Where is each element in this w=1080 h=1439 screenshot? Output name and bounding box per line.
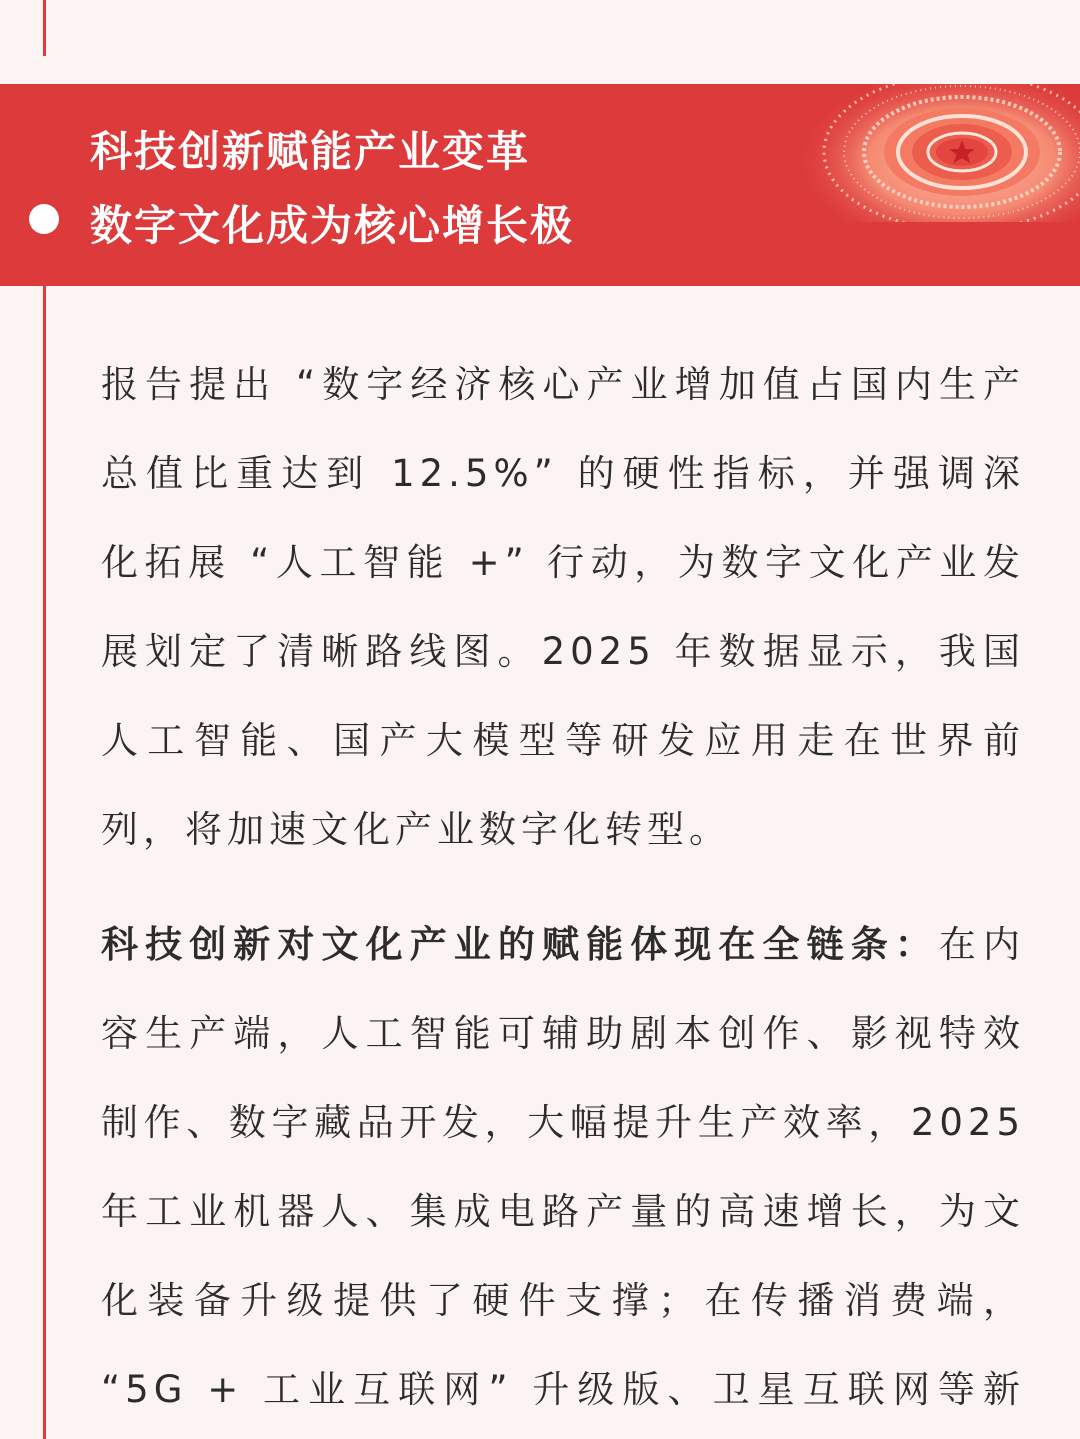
paragraph-1 xyxy=(101,340,1025,874)
section-title-line2: 数字文化成为核心增长极 xyxy=(90,201,575,250)
paragraph-line: 展划定了清晰路线图。2025 年数据显示，我国 xyxy=(101,630,1025,673)
paragraph-line: 制作、数字藏品开发，大幅提升生产效率，2025 xyxy=(101,1101,1025,1144)
section-title-line1: 科技创新赋能产业变革 xyxy=(90,127,531,176)
paragraph-lead-bold: 科技创新对文化产业的赋能体现在全链条： xyxy=(101,923,939,966)
timeline-line-top xyxy=(43,0,46,56)
paragraph-line xyxy=(101,900,1025,989)
paragraph-line: 年工业机器人、集成电路产量的高速增长，为文 xyxy=(101,1190,1025,1233)
paragraph-line: 报告提出 “数字经济核心产业增加值占国内生产 xyxy=(101,363,1025,406)
timeline-dot-icon xyxy=(29,204,59,234)
article-body xyxy=(101,340,1025,1434)
paragraph-line: 人工智能、国产大模型等研发应用走在世界前 xyxy=(101,719,1025,762)
section-header-banner xyxy=(0,84,1080,286)
paragraph-line: 总值比重达到 12.5%” 的硬性指标，并强调深 xyxy=(101,452,1025,495)
paragraph-line: 化装备升级提供了硬件支撑；在传播消费端， xyxy=(101,1279,1025,1322)
national-emblem-star-icon xyxy=(792,84,1080,222)
paragraph-lead-rest: 在内 xyxy=(938,923,1026,966)
paragraph-line: “5G + 工业互联网” 升级版、卫星互联网等新 xyxy=(101,1368,1025,1411)
paragraph-line: 化拓展 “人工智能 +” 行动，为数字文化产业发 xyxy=(101,541,1025,584)
paragraph-2 xyxy=(101,900,1025,1434)
paragraph-line: 列，将加速文化产业数字化转型。 xyxy=(101,808,731,851)
paragraph-line: 容生产端，人工智能可辅助剧本创作、影视特效 xyxy=(101,1012,1025,1055)
timeline-line-bottom xyxy=(43,286,46,1439)
